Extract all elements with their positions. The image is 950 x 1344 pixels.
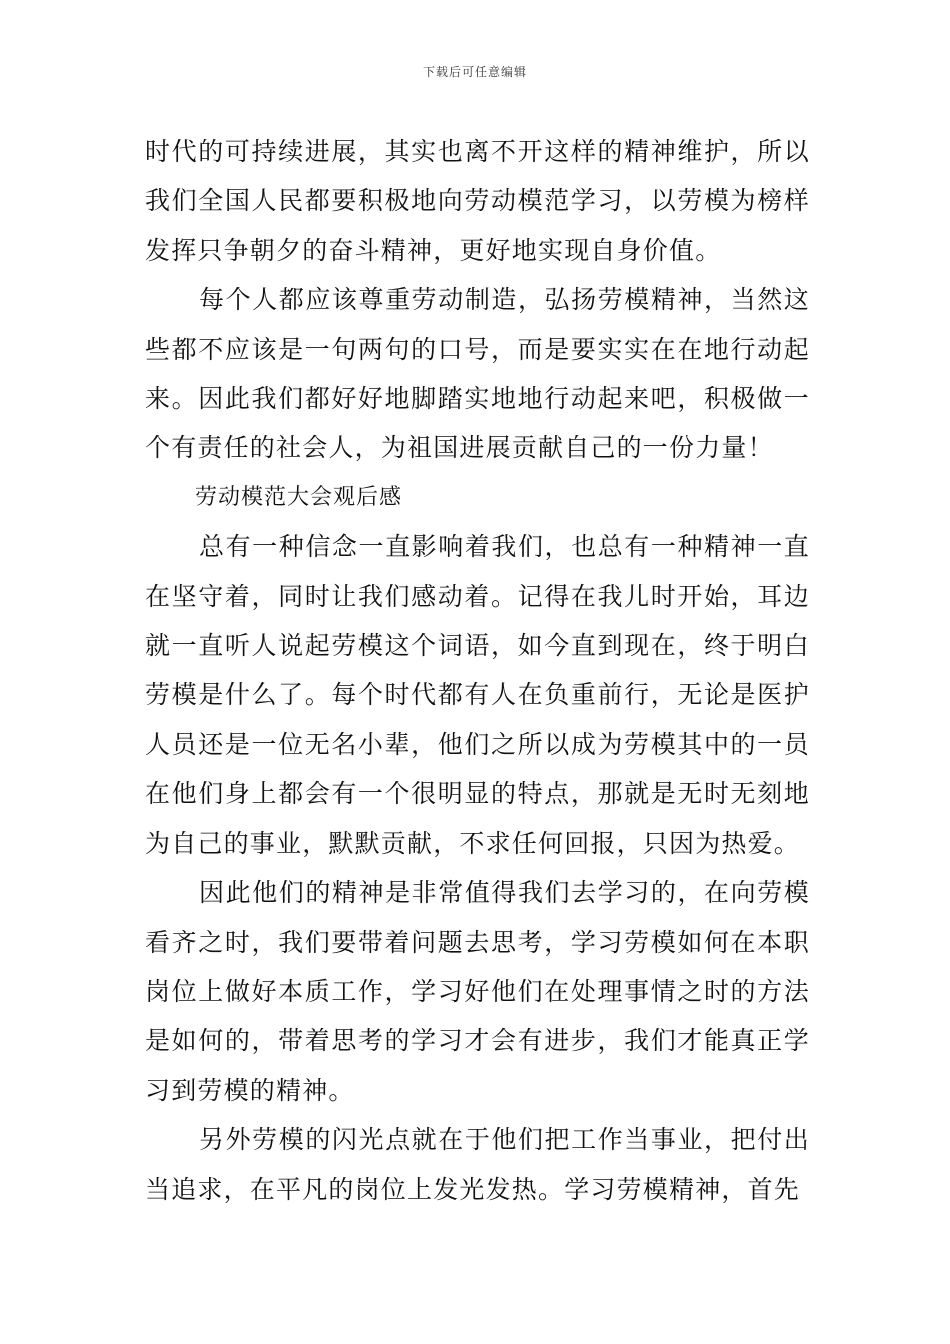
page-header: 下载后可任意编辑 <box>422 65 527 79</box>
document-body <box>145 127 810 1214</box>
paragraph: 因此他们的精神是非常值得我们去学习的，在向劳模看齐之时，我们要带着问题去思考，学习劳模如何在本职岗位上做好本质工作，学习好他们在处理事情之时的方法是如何的，带着思考的学习才会有进步，我们才能真正学习到劳模的精神。 <box>145 878 810 1105</box>
paragraph: 总有一种信念一直影响着我们，也总有一种精神一直在坚守着，同时让我们感动着。记得在我儿时开始，耳边就一直听人说起劳模这个词语，如今直到现在，终于明白劳模是什么了。每个时代都有人在负重前行，无论是医护人员还是一位无名小辈，他们之所以成为劳模其中的一员在他们身上都会有一个很明显的特点，那就是无时无刻地为自己的事业，默默贡献，不求任何回报，只因为热爱。 <box>145 532 810 858</box>
paragraph-continuation: 时代的可持续进展，其实也离不开这样的精神维护，所以我们全国人民都要积极地向劳动模范学习，以劳模为榜样发挥只争朝夕的奋斗精神，更好地实现自身价值。 <box>145 137 810 265</box>
section-title: 劳动模范大会观后感 <box>195 484 403 510</box>
paragraph: 另外劳模的闪光点就在于他们把工作当事业，把付出当追求，在平凡的岗位上发光发热。学习劳模精神，首先 <box>145 1125 810 1204</box>
paragraph: 每个人都应该尊重劳动制造，弘扬劳模精神，当然这些都不应该是一句两句的口号，而是要实实在在地行动起来。因此我们都好好地脚踏实地地行动起来吧，积极做一个有责任的社会人，为祖国进展贡献自己的一份力量！ <box>145 285 810 463</box>
